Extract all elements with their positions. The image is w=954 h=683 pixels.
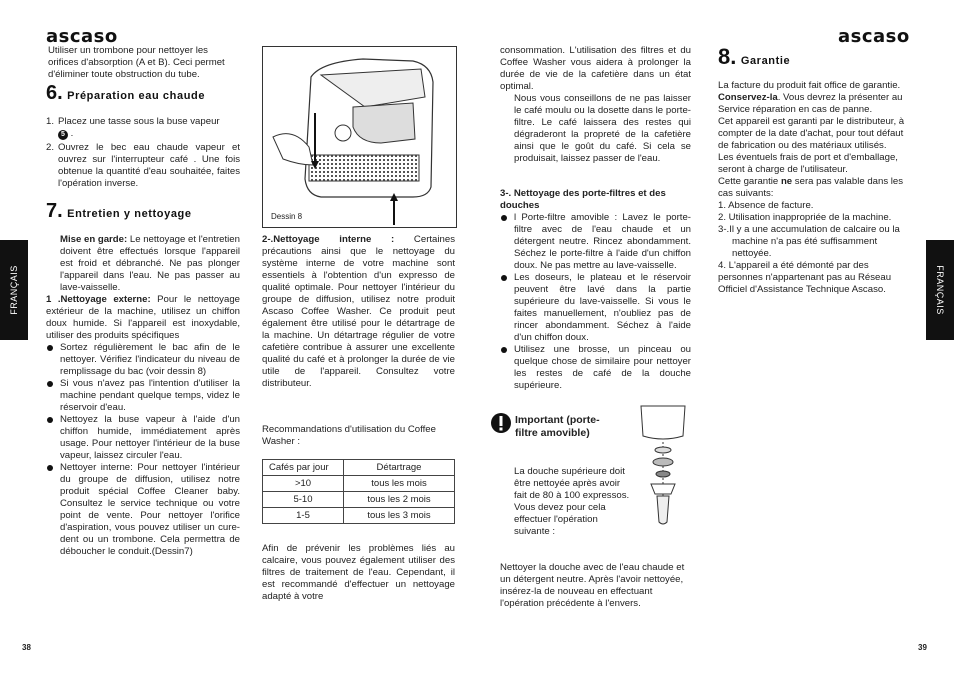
warranty-block: [718, 80, 912, 296]
language-tab-right: [926, 240, 954, 340]
exclusion-item: 2. Utilisation inappropriée de la machine.: [718, 212, 892, 223]
bullet-item: Si vous n'avez pas l'intention d'utiliser la machine pendant quelque temps, videz le réservoir d'eau.: [46, 378, 240, 414]
text-part: sera pas valable dans les cas suivants:: [718, 176, 904, 199]
table-cell: tous les mois: [344, 476, 455, 492]
table-cell: 1-5: [263, 508, 344, 524]
bullet-item: Utilisez une brosse, un pinceau ou quelque chose de similaire pour nettoyer les restes de café de la douche supérieure.: [500, 344, 691, 392]
table-cell: tous les 2 mois: [344, 492, 455, 508]
exclusion-item: 3-.Il y a une accumulation de calcaire ou la machine n'a pas été suffisamment nettoyée.: [718, 224, 900, 259]
warranty-shipping: Les éventuels frais de port et d'emballage, seront à charge de l'utilisateur.: [718, 152, 898, 175]
coffee-machine-illustration: [263, 47, 456, 227]
text-part: La facture du produit fait office de garantie.: [718, 80, 901, 91]
external-text: Pour le nettoyage extérieur de la machine, utilisez un chiffon doux humide. Si l'appareil est inoxydable, utiliser des produits spécifiques: [46, 294, 240, 341]
text-part: . Vous devrez la présenter au Service réparation en cas de panne.: [718, 92, 903, 115]
hot-water-steps: [46, 116, 240, 190]
warning-text: Le nettoyage et l'entretien doivent être effectués lorsque l'appareil est froid et débranché. Ne pas plonger l'appareil dans l'eau. Ne pas passer au lave-vaisselle.: [60, 234, 240, 293]
section-title: Entretien y nettoyage: [67, 208, 192, 220]
filter-cleaning-title: 3-. Nettoyage des porte-filtres et des douches: [500, 188, 666, 211]
section-7-heading: [46, 200, 192, 223]
table-header-row: [263, 460, 455, 476]
page-number-left: 38: [22, 643, 31, 652]
brand-logo-right: ascaso: [838, 26, 910, 47]
important-text: La douche supérieure doit être nettoyée après avoir fait de 80 à 100 expressos. Vous devez pour cela effectuer l'opération suivante :: [514, 466, 630, 537]
important-title: Important (porte-filtre amovible): [515, 414, 600, 439]
steam-nozzle-badge: 5: [58, 130, 68, 140]
bullet-item: Les doseurs, le plateau et le réservoir peuvent être lavé dans la partie supérieure du lave-vaisselle. Si vous le faites manuellement, n'oubliez pas de rincer abondamment. Séchez à l'aide d'un chiffon doux.: [500, 272, 691, 344]
section-title: Garantie: [740, 55, 791, 67]
table-cell: tous les 3 mois: [344, 508, 455, 524]
recommendation-text: Recommandations d'utilisation du Coffee Washer :: [262, 424, 436, 447]
portafilter-exploded-illustration: [633, 402, 693, 532]
bullet-item: Sortez régulièrement le bac afin de le nettoyer. Vérifiez l'indicateur du niveau de remplissage du bac (voir dessin 8): [46, 342, 240, 378]
final-instruction: Nettoyer la douche avec de l'eau chaude et un détergent neutre. Après l'avoir nettoyée, insérez-la de nouveau en effectuant l'opération précédente à l'envers.: [500, 562, 685, 609]
external-cleaning-paragraph: [46, 294, 240, 342]
warranty-coverage: Cet appareil est garanti par le distributeur, à compter de la date d'achat, pour tout défaut de fabrication ou des matériaux utilisés.: [718, 116, 905, 151]
language-tab-left: [0, 240, 28, 340]
section-number: 8.: [718, 44, 737, 69]
table-cell: >10: [263, 476, 344, 492]
bullet-item: l Porte-filtre amovible : Lavez le porte-filtre avec de l'eau chaude et un détergent neutre. Rincez abondamment. Séchez le porte-filtre à l'aide d'un chiffon doux. Ne pas mettre au lave-vaisselle.: [500, 212, 691, 272]
warranty-exclusions-intro: [718, 176, 912, 200]
maintenance-bullets: [46, 342, 240, 558]
section-title: Préparation eau chaude: [67, 90, 206, 102]
warning-paragraph: [46, 234, 240, 294]
bullet-item: Nettoyer interne: Pour nettoyer l'intérieur du groupe de diffusion, utilisez notre produit spécial Coffee Cleaner baby. Consultez le service technique ou votre point de vente. Pour nettoyer l'orifice d'aspiration, vous pouvez utiliser un cure-dent ou un trombone. Cela permettra de déboucher le conduit.(Dessin7): [46, 462, 240, 558]
continued-text-1: consommation. L'utilisation des filtres et du Coffee Washer vous aidera à prolonger la durée de vie de la cafetière dans un état optimal.: [500, 45, 691, 92]
bullet-item: Nettoyez la buse vapeur à l'aide d'un chiffon humide, immédiatement après usage. Pour nettoyer l'intérieur de la buse vapeur, laissez circuler l'eau.: [46, 414, 240, 462]
drawing-8-frame: [262, 46, 457, 228]
step-1: [46, 116, 240, 140]
step-text: Ouvrez le bec eau chaude vapeur et ouvrez sur l'interrupteur café . Une fois obtenue la quantité d'eau souhaitée, faites l'opération inverse.: [58, 142, 240, 189]
section-6-heading: [46, 82, 205, 105]
language-label: FRANÇAIS: [9, 265, 19, 315]
table-row: [263, 508, 455, 524]
page-number-right: 39: [918, 643, 927, 652]
step-2: [46, 142, 240, 190]
continued-text-2: Nous vous conseillons de ne pas laisser le café moulu ou la dosette dans le porte-filtre. Le café laissera des restes qui dégraderont la propreté de la cafetière ainsi que le goût du café. Si cela se produisait, laissez passer de l'eau.: [514, 93, 691, 164]
external-label: 1 .Nettoyage externe:: [46, 294, 151, 305]
emphasis: Conservez-la: [718, 92, 778, 103]
step-number: 1.: [46, 116, 55, 127]
internal-label: 2-.Nettoyage interne :: [262, 234, 395, 245]
warning-icon: [490, 412, 512, 434]
table-row: [263, 476, 455, 492]
exclusion-item: 1. Absence de facture.: [718, 200, 814, 211]
emphasis: ne: [780, 176, 793, 187]
internal-cleaning-paragraph: [262, 234, 455, 390]
warning-label: Mise en garde:: [60, 234, 128, 245]
table-cell: 5-10: [263, 492, 344, 508]
table-header: Détartrage: [344, 460, 455, 476]
maintenance-block: [46, 234, 240, 558]
section-number: 7.: [46, 200, 63, 222]
brand-logo-left: ascaso: [46, 26, 118, 47]
language-label: FRANÇAIS: [935, 265, 945, 315]
table-row: [263, 492, 455, 508]
table-header: Cafés par jour: [263, 460, 344, 476]
section-number: 6.: [46, 82, 63, 104]
exclusion-item: 4. L'appareil a été démonté par des personnes n'appartenant pas au Réseau Officiel d'Assistance Technique Ascaso.: [718, 260, 892, 295]
step-number: 2.: [46, 142, 55, 153]
filter-cleaning-bullets: [500, 212, 691, 392]
step-text: Placez une tasse sous la buse vapeur: [58, 116, 220, 127]
text-part: Cette garantie: [718, 176, 781, 187]
step-tail: .: [70, 128, 74, 139]
drawing-caption: Dessin 8: [271, 212, 303, 221]
internal-text: Certaines précautions ainsi que le nettoyage du système interne de votre machine sont essentiels à l'obtention d'un expresso de qualité optimale. Pour nettoyer l'intérieur du groupe de diffusion, utilisez notre produit Ascaso Coffee Washer. Ce produit peut également être utilisé pour le détartrage de la machine. Un détartrage régulier de votre cafetière contribue à assurer une excellente qualité du café et à prolonger la durée de vie utile de l'appareil. Consultez votre distributeur.: [262, 234, 455, 389]
after-table-text: Afin de prévenir les problèmes liés au calcaire, vous pouvez également utiliser des filtres de traitement de l'eau. Cependant, il est recommandé d'effectuer un nettoyage adapté à votre: [262, 543, 455, 602]
intro-text: Utiliser un trombone pour nettoyer les orifices d'absorption (A et B). Ceci permet d'éliminer toute obstruction du tube.: [48, 45, 225, 80]
section-8-heading: [718, 44, 790, 70]
descaling-table: [262, 459, 455, 524]
warranty-invoice: [718, 80, 912, 116]
